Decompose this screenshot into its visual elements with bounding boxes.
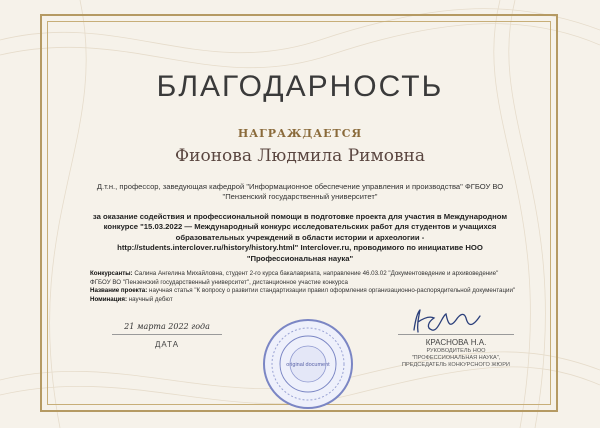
award-reason: за оказание содействия и профессиональной помощи в подготовке проекта для участия в Международном конкурсе "15.03.2022 — Международный конкурс исследовательских работ для студентов и учащихся образовательных учреждений в области истории и археологии - http://students.interclover.ru/history/history.html" Interclover.ru, проводимого по инициативе НОО "Профессиональная наука" <box>92 212 508 263</box>
nomination-value: научный дебют <box>128 295 173 303</box>
project-value: научная статья "К вопросу о развитии стандартизации правил оформления организационно-распорядительной документации" <box>149 287 516 295</box>
contestants-line <box>90 270 520 287</box>
round-seal-stamp <box>262 318 354 410</box>
project-line <box>90 287 520 296</box>
signatory-name: КРАСНОВА Н.А. <box>425 338 487 347</box>
contest-details <box>90 270 520 304</box>
date-underline <box>112 334 222 335</box>
project-label: Название проекта: <box>90 287 148 295</box>
contestants-value: Салина Ангелина Михайловна, студент 2-го курса бакалавриата, направление 46.03.02 "Документоведение и архивоведение" ФГБОУ ВО "Пензенский государственный университет", дистанционное участие конкурса <box>90 270 499 286</box>
nomination-line <box>90 296 520 305</box>
nomination-label: Номинация: <box>90 295 128 303</box>
signature-underline <box>398 334 514 335</box>
contestants-label: Конкурсанты: <box>90 270 133 277</box>
date-label: ДАТА <box>154 340 180 349</box>
awarded-label: НАГРАЖДАЕТСЯ <box>237 127 363 140</box>
certificate-title: БЛАГОДАРНОСТЬ <box>156 70 444 103</box>
date-value: 21 марта 2022 года <box>124 322 210 331</box>
recipient-position: Д.т.н., профессор, заведующая кафедрой "Информационное обеспечение управления и производства" ФГБОУ ВО "Пензенский государственный университет" <box>96 182 504 201</box>
signatory-role: РУКОВОДИТЕЛЬ НОО "ПРОФЕССИОНАЛЬНАЯ НАУКА", ПРЕДСЕДАТЕЛЬ КОНКУРСНОГО ЖЮРИ <box>402 348 510 368</box>
seal-center-text: original document <box>286 362 330 368</box>
recipient-name: Фионова Людмила Римовна <box>175 146 425 166</box>
handwritten-signature <box>408 306 488 336</box>
